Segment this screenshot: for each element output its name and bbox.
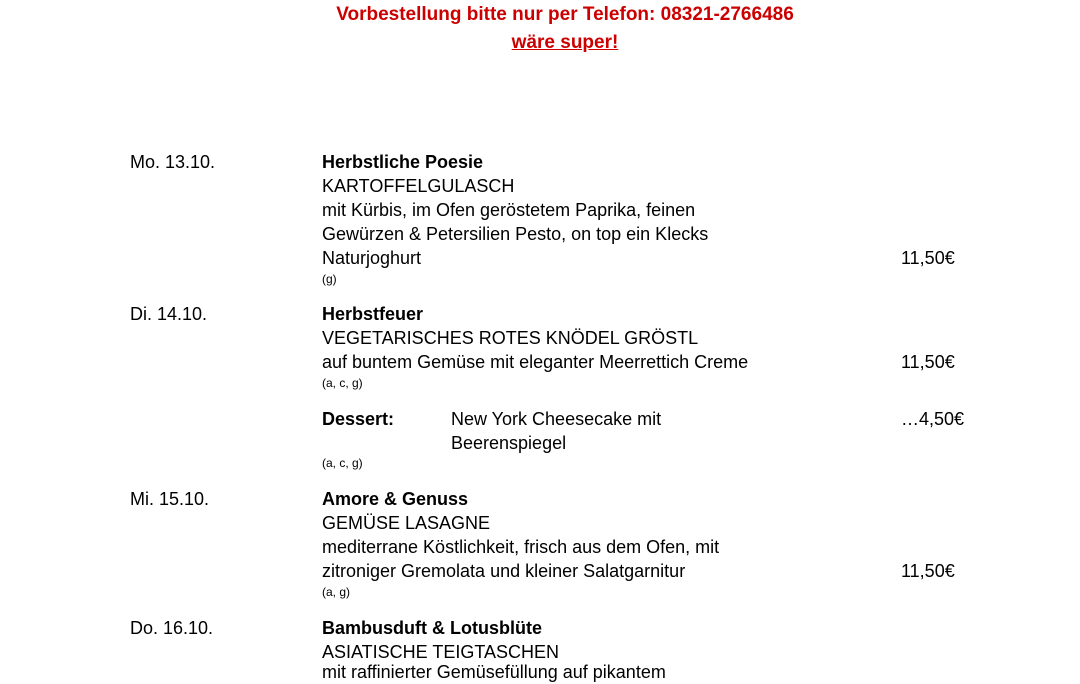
day-label: Mo. 13.10. (130, 152, 216, 172)
dish-title: Bambusduft & Lotusblüte (322, 618, 542, 638)
dish-title: Herbstliche Poesie (322, 152, 484, 172)
dish-description: mediterrane Köstlichkeit, frisch aus dem Ofen, mit (322, 537, 720, 557)
allergen-codes: (g) (322, 272, 337, 286)
allergen-codes: (a, c, g) (322, 456, 363, 470)
dish-description: Gewürzen & Petersilien Pesto, on top ein Klecks (322, 224, 709, 244)
dessert-label: Dessert: (322, 409, 395, 429)
dish-name: ASIATISCHE TEIGTASCHEN (322, 642, 560, 662)
dish-description: auf buntem Gemüse mit eleganter Meerrettich Creme (322, 352, 749, 372)
order-notice: Vorbestellung bitte nur per Telefon: 08321-2766486 (336, 4, 794, 25)
dish-description: zitroniger Gremolata und kleiner Salatgarnitur (322, 561, 686, 581)
allergen-codes: (a, c, g) (322, 376, 363, 390)
dish-name: KARTOFFELGULASCH (322, 176, 515, 196)
day-label: Di. 14.10. (130, 304, 208, 324)
dessert-price: …4,50€ (901, 409, 965, 429)
dish-name: VEGETARISCHES ROTES KNÖDEL GRÖSTL (322, 328, 699, 348)
dish-price: 11,50€ (901, 248, 955, 268)
dish-title: Amore & Genuss (322, 489, 469, 509)
day-label: Mi. 15.10. (130, 489, 210, 509)
dessert-name: Beerenspiegel (451, 433, 567, 453)
dish-title: Herbstfeuer (322, 304, 424, 324)
dish-price: 11,50€ (901, 352, 955, 372)
dish-description: mit raffinierter Gemüsefüllung auf pikantem (322, 662, 666, 682)
order-notice-note: wäre super! (511, 32, 619, 53)
day-label: Do. 16.10. (130, 618, 214, 638)
dish-price: 11,50€ (901, 561, 955, 581)
allergen-codes: (a, g) (322, 585, 351, 599)
dish-description: mit Kürbis, im Ofen geröstetem Paprika, feinen (322, 200, 696, 220)
dish-description: Naturjoghurt (322, 248, 422, 268)
dessert-name: New York Cheesecake mit (451, 409, 662, 429)
dish-name: GEMÜSE LASAGNE (322, 513, 491, 533)
